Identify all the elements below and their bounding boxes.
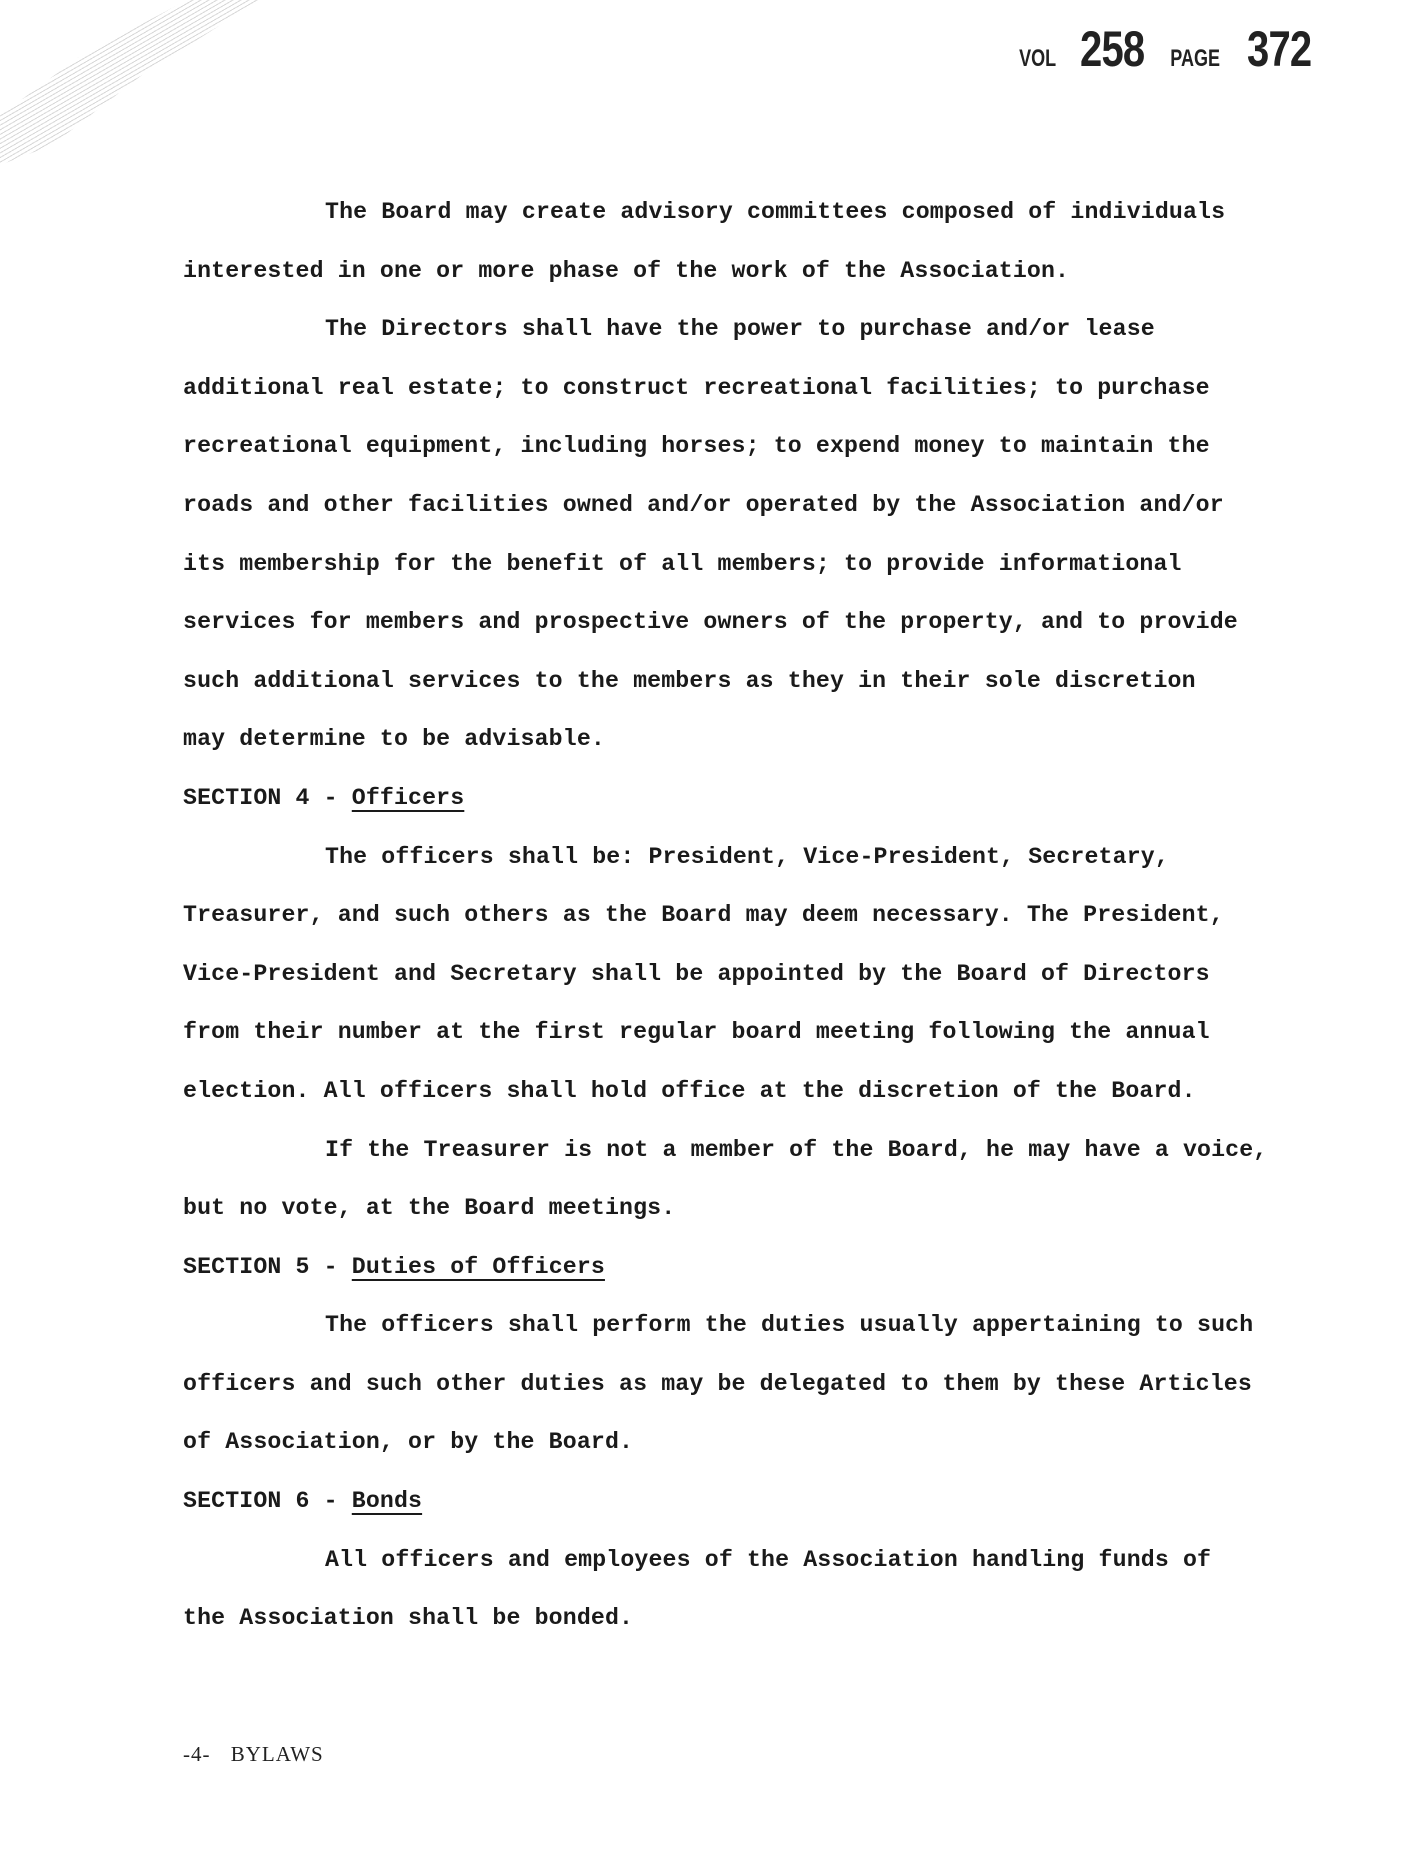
text-line: interested in one or more phase of the work of the Association. [183, 257, 1070, 284]
section-5-heading [183, 1238, 1313, 1297]
section-6-title: Bonds [351, 1488, 423, 1515]
text-line: Treasurer, and such others as the Board may deem necessary. The President, [183, 902, 1224, 929]
text-line: its membership for the benefit of all members; to provide informational [183, 550, 1182, 577]
vol-number: 258 [1079, 21, 1145, 77]
section-4-prefix: SECTION 4 - [183, 784, 352, 811]
section-6-prefix: SECTION 6 - [183, 1488, 352, 1515]
page-label: PAGE [1170, 45, 1221, 72]
section-5-title: Duties of Officers [351, 1253, 605, 1280]
text-line: If the Treasurer is not a member of the Board, he may have a voice, [325, 1136, 1268, 1163]
text-line: from their number at the first regular board meeting following the annual [183, 1019, 1210, 1046]
text-line: of Association, or by the Board. [183, 1429, 634, 1456]
text-line: election. All officers shall hold office at the discretion of the Board. [183, 1077, 1196, 1104]
text-line: but no vote, at the Board meetings. [183, 1195, 676, 1222]
text-line: may determine to be advisable. [183, 726, 605, 753]
text-line: services for members and prospective owners of the property, and to provide [183, 609, 1238, 636]
text-line: All officers and employees of the Association handling funds of [325, 1546, 1212, 1573]
page-number: 372 [1246, 21, 1311, 77]
section-6-heading [183, 1472, 1313, 1531]
text-line: Vice-President and Secretary shall be appointed by the Board of Directors [183, 960, 1210, 987]
section-4-title: Officers [351, 784, 465, 811]
section-4-heading [183, 769, 1313, 828]
text-line: the Association shall be bonded. [183, 1605, 634, 1632]
text-line: additional real estate; to construct recreational facilities; to purchase [183, 374, 1210, 401]
text-line: The Board may create advisory committees composed of individuals [325, 199, 1226, 225]
text-line: The officers shall be: President, Vice-President, Secretary, [325, 843, 1169, 870]
section-5-prefix: SECTION 5 - [183, 1253, 352, 1280]
scan-smudge [0, 0, 260, 165]
volume-page-stamp [1013, 20, 1319, 78]
footer-page-number: -4- [183, 1742, 211, 1766]
text-line: The Directors shall have the power to purchase and/or lease [325, 316, 1155, 343]
footer-label: BYLAWS [230, 1742, 324, 1766]
bylaws-body [183, 183, 1313, 1648]
page-footer [183, 1742, 324, 1767]
text-line: officers and such other duties as may be delegated to them by these Articles [183, 1370, 1252, 1397]
text-line: roads and other facilities owned and/or operated by the Association and/or [183, 491, 1224, 518]
text-line: The officers shall perform the duties usually appertaining to such [325, 1312, 1254, 1339]
text-line: such additional services to the members as they in their sole discretion [183, 667, 1196, 694]
vol-label: VOL [1018, 45, 1056, 72]
text-line: recreational equipment, including horses; to expend money to maintain the [183, 433, 1210, 460]
